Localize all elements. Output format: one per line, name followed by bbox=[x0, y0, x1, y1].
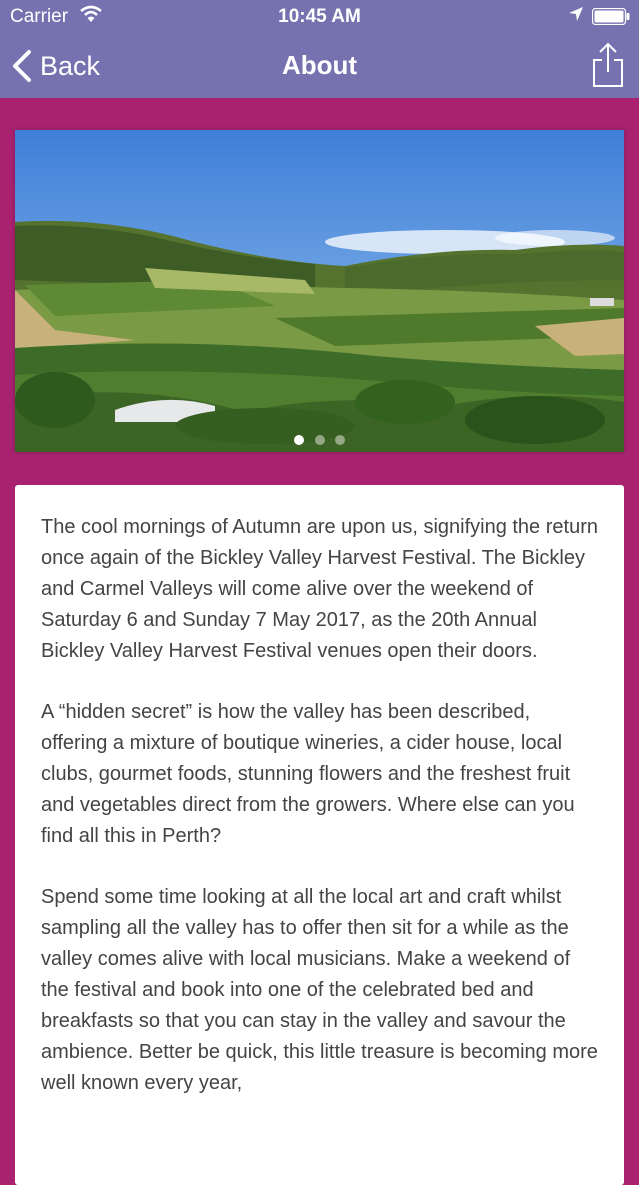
page-dot-1[interactable] bbox=[294, 435, 304, 445]
carousel-page-indicator[interactable] bbox=[15, 432, 624, 450]
status-time: 10:45 AM bbox=[278, 6, 361, 27]
status-bar bbox=[0, 0, 639, 34]
vineyard-valley-photo bbox=[15, 130, 624, 452]
about-paragraph-2: A “hidden secret” is how the valley has been described, offering a mixture of boutique wineries, a cider house, local clubs, gourmet foods, stunning flowers and the freshest fruit and vegetables direct from the growers. Where else can you find all this in Perth? bbox=[41, 701, 575, 847]
about-paragraph-1: The cool mornings of Autumn are upon us, signifying the return once again of the Bickley Valley Harvest Festival. The Bickley and Carmel Valleys will come alive over the weekend of Saturday 6 and Sunday 7 May 2017, as the 20th Annual Bickley Valley Harvest Festival venues open their doors. bbox=[41, 516, 598, 662]
battery-icon bbox=[592, 8, 630, 25]
page-dot-2[interactable] bbox=[315, 435, 325, 445]
share-icon[interactable] bbox=[589, 42, 627, 88]
location-arrow-icon bbox=[568, 6, 584, 22]
carrier-label: Carrier bbox=[10, 6, 69, 27]
navigation-bar bbox=[0, 34, 639, 98]
about-paragraph-3: Spend some time looking at all the local art and craft whilst sampling all the valley has to offer then sit for a while as the valley comes alive with local musicians. Make a weekend of the festival and book into one of the celebrated bed and breakfasts so that you can stay in the valley and savour the ambience. Better be quick, this little treasure is becoming more well known every year, bbox=[41, 886, 598, 1094]
page-title: About bbox=[281, 50, 358, 80]
back-button-label: Back bbox=[40, 50, 101, 81]
page-dot-3[interactable] bbox=[335, 435, 345, 445]
image-carousel[interactable] bbox=[15, 130, 624, 452]
about-text bbox=[15, 485, 624, 1099]
about-card bbox=[15, 485, 624, 1185]
